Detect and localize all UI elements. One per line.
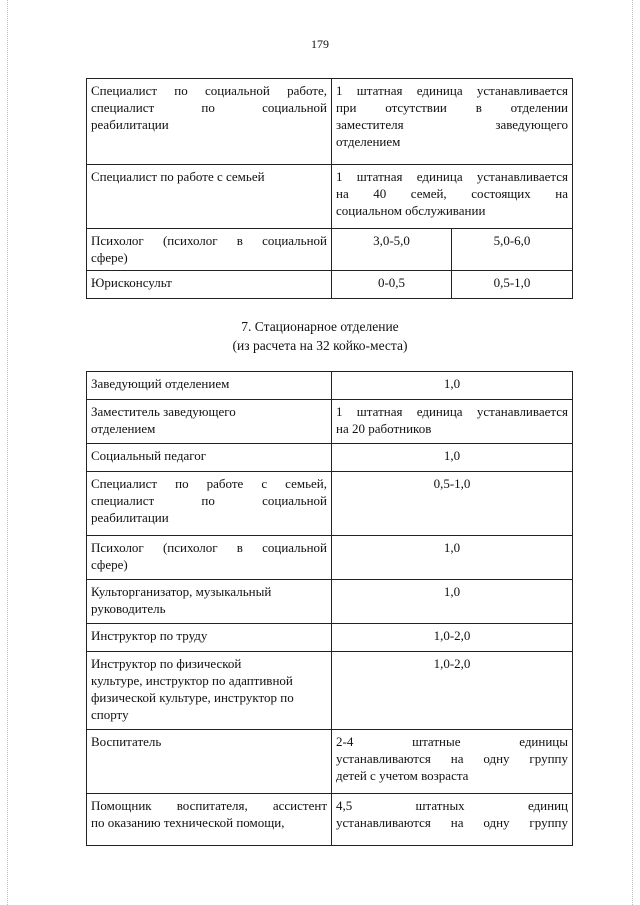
cell-line: 1 штатная единица устанавливается	[336, 83, 569, 98]
cell-line: Социальный педагог	[91, 448, 207, 463]
cell-line: Заведующий отделением	[91, 376, 230, 391]
norm-value: 1,0	[332, 372, 573, 400]
position-cell	[87, 400, 332, 444]
cell-line: реабилитации	[91, 510, 169, 525]
cell-line: при отсутствии в отделении	[336, 100, 569, 115]
cell-line: отделением	[91, 421, 156, 436]
cell-line: отделением	[336, 134, 401, 149]
table-row	[87, 472, 573, 536]
norm-cell	[332, 165, 573, 229]
table-row	[87, 79, 573, 165]
table-row	[87, 536, 573, 580]
cell-line: Специалист по работе с семьей,	[91, 476, 327, 491]
table-row	[87, 271, 573, 299]
norm-value-b: 5,0-6,0	[452, 229, 573, 271]
norm-cell	[332, 730, 573, 794]
norm-cell	[332, 79, 573, 165]
cell-line: 2-4 штатные единицы	[336, 734, 568, 749]
cell-line: Специалист по социальной работе,	[91, 83, 327, 98]
table-row	[87, 580, 573, 624]
cell-line: по оказанию технической помощи,	[91, 815, 285, 830]
section-title: 7. Стационарное отделение	[241, 319, 399, 334]
norm-value-a: 3,0-5,0	[332, 229, 452, 271]
cell-line: культуре, инструктор по адаптивной	[91, 673, 293, 688]
position-cell	[87, 794, 332, 846]
position-cell	[87, 79, 332, 165]
cell-line: Заместитель заведующего	[91, 404, 236, 419]
position-cell	[87, 444, 332, 472]
norm-value: 1,0	[332, 580, 573, 624]
section-heading	[0, 317, 640, 355]
cell-line: специалист по социальной	[91, 100, 327, 115]
position-cell	[87, 472, 332, 536]
section-subtitle: (из расчета на 32 койко-места)	[232, 338, 408, 353]
scan-edge-right	[632, 0, 633, 905]
norm-value: 1,0-2,0	[332, 624, 573, 652]
position-cell	[87, 229, 332, 271]
table-row	[87, 400, 573, 444]
position-cell	[87, 730, 332, 794]
norm-cell	[332, 794, 573, 846]
cell-line: Культорганизатор, музыкальный	[91, 584, 272, 599]
cell-line: устанавливаются на одну группу	[336, 751, 568, 766]
cell-line: Помощник воспитателя, ассистент	[91, 798, 327, 813]
cell-line: Инструктор по труду	[91, 628, 208, 643]
cell-line: заместителя заведующего	[336, 117, 569, 132]
cell-line: Психолог (психолог в социальной	[91, 540, 327, 555]
norm-value: 0,5-1,0	[332, 472, 573, 536]
staffing-table-2	[86, 371, 573, 846]
norm-value-a: 0-0,5	[332, 271, 452, 299]
table-row	[87, 229, 573, 271]
norm-value: 1,0	[332, 536, 573, 580]
cell-line: спорту	[91, 707, 129, 722]
cell-line: 1 штатная единица устанавливается	[336, 169, 569, 184]
cell-line: физической культуре, инструктор по	[91, 690, 294, 705]
table-row	[87, 624, 573, 652]
cell-line: специалист по социальной	[91, 493, 327, 508]
scan-edge-left	[7, 0, 8, 905]
position-cell	[87, 652, 332, 730]
position-cell	[87, 271, 332, 299]
staffing-table-1	[86, 78, 573, 299]
cell-line: детей с учетом возраста	[336, 768, 469, 783]
cell-line: Юрисконсульт	[91, 275, 172, 290]
cell-line: на 20 работников	[336, 421, 432, 436]
cell-line: Воспитатель	[91, 734, 162, 749]
position-cell	[87, 165, 332, 229]
position-cell	[87, 536, 332, 580]
norm-value: 1,0	[332, 444, 573, 472]
cell-line: руководитель	[91, 601, 166, 616]
cell-line: реабилитации	[91, 117, 169, 132]
table-row	[87, 652, 573, 730]
table-row	[87, 794, 573, 846]
cell-line: Специалист по работе с семьей	[91, 169, 265, 184]
position-cell	[87, 624, 332, 652]
table-row	[87, 730, 573, 794]
table-row	[87, 444, 573, 472]
cell-line: на 40 семей, состоящих на	[336, 186, 569, 201]
norm-value-b: 0,5-1,0	[452, 271, 573, 299]
cell-line: социальном обслуживании	[336, 203, 486, 218]
cell-line: устанавливаются на одну группу	[336, 815, 568, 830]
norm-cell	[332, 400, 573, 444]
cell-line: Инструктор по физической	[91, 656, 242, 671]
position-cell	[87, 580, 332, 624]
norm-value: 1,0-2,0	[332, 652, 573, 730]
cell-line: Психолог (психолог в социальной	[91, 233, 327, 248]
cell-line: 1 штатная единица устанавливается	[336, 404, 568, 419]
cell-line: 4,5 штатных единиц	[336, 798, 568, 813]
page-number: 179	[311, 37, 329, 51]
table-row	[87, 165, 573, 229]
cell-line: сфере)	[91, 250, 128, 265]
position-cell	[87, 372, 332, 400]
cell-line: сфере)	[91, 557, 128, 572]
table-row	[87, 372, 573, 400]
